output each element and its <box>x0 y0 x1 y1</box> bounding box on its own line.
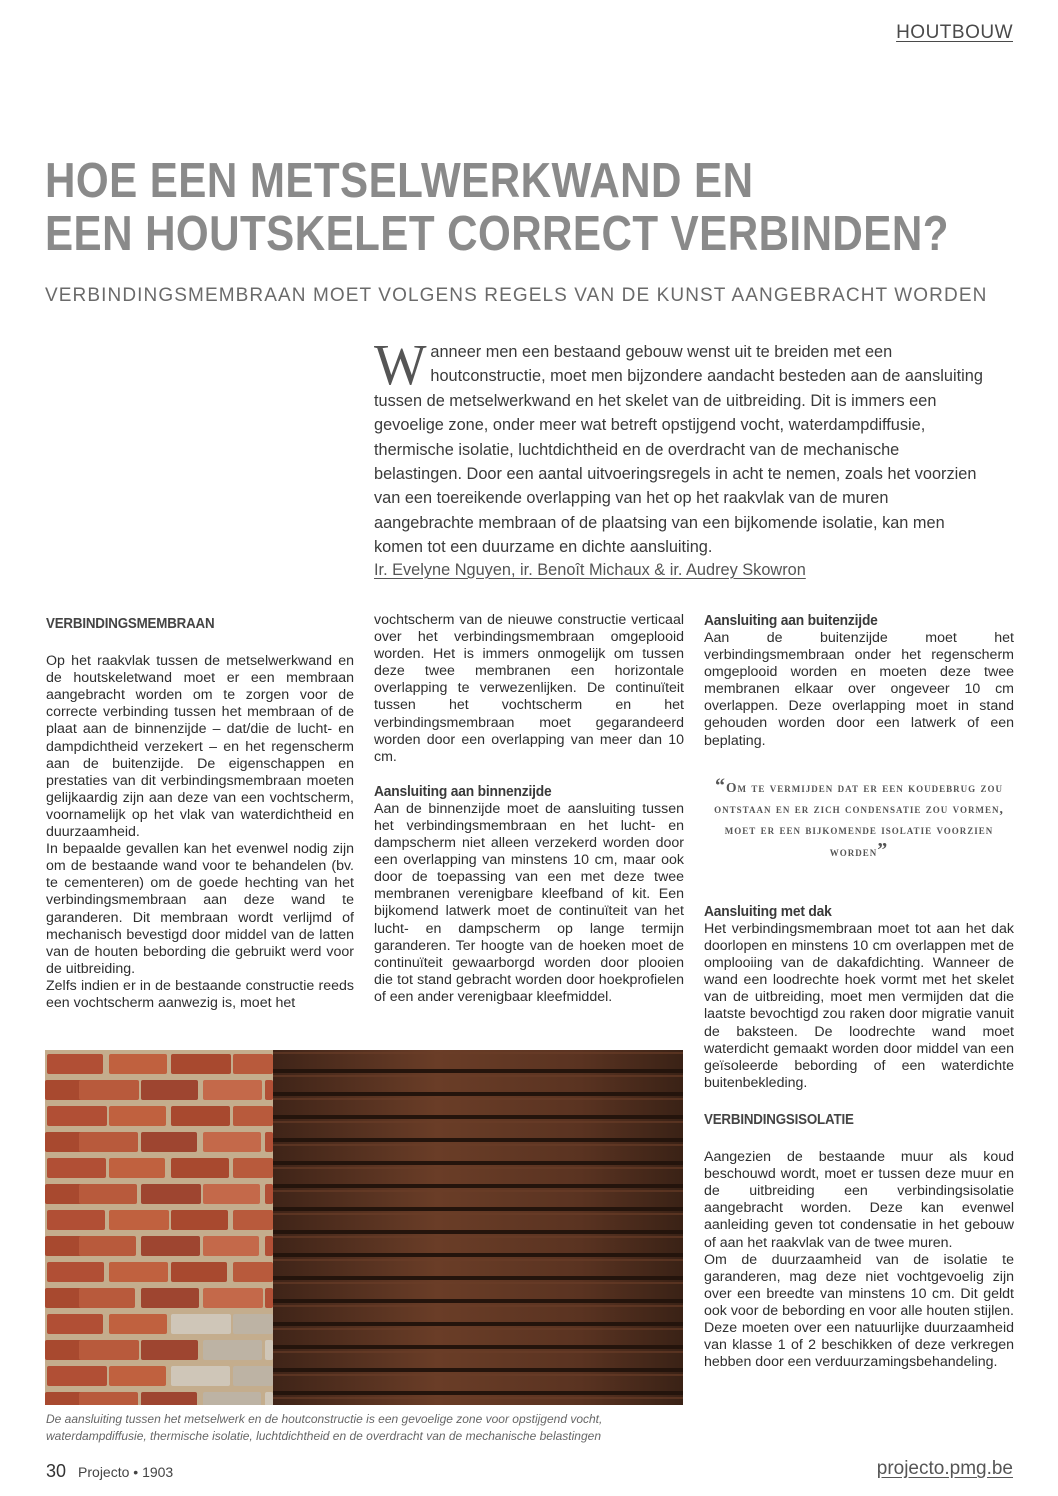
brick <box>171 1366 230 1386</box>
col3-paragraph-2: Het verbindingsmembraan moet tot aan het dak doorlopen en minstens 10 cm overlappen met de omplooiing van de dakafdichting. Wanneer de wand een loodrechte hoek vormt met het skelet van de uitbreiding, moet men vermijden dat die laatste bevochtigd zou raken door migratie vanuit de baksteen. De loodrechte wand moet waterdicht gemaakt worden door middel van een geïsoleerde bebording of een waterdichte buitenbekleding. <box>704 921 1014 1091</box>
brick <box>141 1184 201 1204</box>
brick <box>79 1184 137 1204</box>
brick <box>265 1392 273 1405</box>
board-highlight <box>273 1236 683 1238</box>
heading-buitenzijde: Aansluiting aan buitenzijde <box>704 612 878 629</box>
board-gap <box>273 1161 683 1165</box>
brick <box>109 1158 165 1178</box>
brick <box>171 1106 230 1126</box>
col2-paragraph-2: Aan de binnenzijde moet de aansluiting tussen het verbindingsmembraan en het lucht- en dampscherm niet alleen verzekerd worden door een overlapping van minstens 10 cm, maar ook door de toepassing van een met deze twee membranen verenigbare kleefband of kit. Een bijkomend latwerk moet de continuïteit van het lucht- en dampscherm op lange termijn garanderen. Ter hoogte van de hoeken moet de continuïteit gewaarborgd worden door plooien die tot stand gebracht worden door hoekprofielen of een ander verenigbaar kleefmiddel. <box>374 800 684 1005</box>
col1-paragraph-2: In bepaalde gevallen kan het evenwel nodig zijn om de bestaande wand voor te behandelen (bv. te cementeren) om de goede hechting van het verbindingsmembraan aan deze wand te garanderen. Dit membraan wordt verlijmd of mechanisch bevestigd door middel van de latten van de houten bebording die gebruikt werd voor de uitbreiding. <box>46 841 354 977</box>
board-gap <box>273 1391 683 1395</box>
title-line-2: EEN HOUTSKELET CORRECT VERBINDEN? <box>45 207 949 261</box>
col3-paragraph-3: Aangezien de bestaande muur als koud beschouwd wordt, moet er tussen deze muur en de uitbreiding een verbindingsisolatie aangebracht worden. Deze kan evenwel aanleiding geven tot condensatie in het gebouw of aan het raakvlak van de twee muren. <box>704 1149 1014 1251</box>
board-gap <box>273 1276 683 1280</box>
brick <box>109 1366 166 1386</box>
brick <box>79 1288 135 1308</box>
pull-quote <box>704 776 1014 862</box>
brick <box>47 1262 104 1282</box>
column-3 <box>704 612 1014 750</box>
brick <box>233 1158 273 1178</box>
board-highlight <box>273 1144 683 1146</box>
brick <box>79 1340 139 1360</box>
intro-text: anneer men een bestaand gebouw wenst uit te breiden met een houtconstructie, moet men bijzondere aandacht besteden aan de aansluiting tussen de metselwerkwand en het skelet van de uitbreiding. Dit is immers een gevoelige zone, onder meer wat betreft opstijgend vocht, waterdampdiffusie, thermische isolatie, luchtdichtheid en de overdracht van de mechanische belastingen. Door een aantal uitvoeringsregels in acht te nemen, zoals het voorzien van een toereikende overlapping van het op het raakvlak van de muren aangebrachte membraan of de plaatsing van een bijkomende isolatie, kan men komen tot een duurzame en dichte aansluiting. <box>374 342 983 557</box>
quote-open-mark: “ <box>715 775 726 797</box>
brick <box>203 1132 261 1152</box>
board-highlight <box>273 1351 683 1353</box>
heading-binnenzijde: Aansluiting aan binnenzijde <box>374 782 552 800</box>
brick <box>47 1158 106 1178</box>
col3-paragraph-1: Aan de buitenzijde moet het verbindingsmembraan onder het regenscherm omgeplooid worden en moeten deze twee membranen elkaar over ongeveer 10 cm overlappen. Deze overlapping moet in stand gehouden worden door een latwerk of een beplating. <box>704 630 1014 749</box>
brick <box>265 1132 273 1152</box>
title-line-1: HOE EEN METSELWERKWAND EN <box>45 154 754 208</box>
board-gap <box>273 1230 683 1234</box>
board-gap <box>273 1322 683 1326</box>
photo-caption: De aansluiting tussen het metselwerk en de houtconstructie is een gevoelige zone voor opstijgend vocht, waterdampdiffusie, thermische isolatie, luchtdichtheid en de overdracht van de mechanische belastingen <box>46 1412 603 1443</box>
column-2 <box>374 612 684 1006</box>
board-gap <box>273 1345 683 1349</box>
brick <box>203 1288 263 1308</box>
brick <box>265 1288 273 1308</box>
board-gap <box>273 1299 683 1303</box>
board-highlight <box>273 1328 683 1330</box>
brick <box>141 1236 200 1256</box>
board-highlight <box>273 1213 683 1215</box>
brick <box>233 1210 273 1230</box>
pull-quote-text: Om te vermijden dat er een koudebrug zou ontstaan en er zich condensatie zou vormen, moet er een bijkomende isolatie voorzien worden <box>714 780 1004 859</box>
board-highlight <box>273 1190 683 1192</box>
board-highlight <box>273 1282 683 1284</box>
brick <box>47 1054 103 1074</box>
magazine-issue: Projecto • 1903 <box>78 1464 174 1480</box>
board-highlight <box>273 1121 683 1123</box>
brick <box>203 1184 260 1204</box>
brick <box>79 1080 139 1100</box>
heading-verbindingsisolatie: VERBINDINGSISOLATIE <box>704 1111 854 1128</box>
board-gap <box>273 1138 683 1142</box>
website-link[interactable]: projecto.pmg.be <box>876 1458 1013 1479</box>
authors-line: Ir. Evelyne Nguyen, ir. Benoît Michaux & ir. Audrey Skowron <box>374 560 806 579</box>
brick <box>203 1080 262 1100</box>
quote-close-mark: ” <box>877 839 889 861</box>
brick <box>171 1054 231 1074</box>
brick <box>141 1340 198 1360</box>
col1-paragraph-1: Op het raakvlak tussen de metselwerkwand en de houtskeletwand moet er een membraan aangebracht worden om te zorgen voor de correcte verbinding tussen het membraan of de plaat aan de binnenzijde – dat/die de lucht- en dampdichtheid verzekert – en het regenscherm aan de buitenzijde. De eigenschappen en prestaties van dit verbindingsmembraan moeten gelijkaardig zijn aan deze van een vochtscherm, voornamelijk op het vlak van waterdichtheid en duurzaamheid. <box>46 653 354 841</box>
brick <box>47 1210 105 1230</box>
section-tag: HOUTBOUW <box>896 22 1013 43</box>
footer-left <box>46 1461 173 1482</box>
page-number: 30 <box>46 1461 67 1481</box>
brick <box>47 1314 103 1334</box>
brick <box>171 1314 231 1334</box>
brick <box>109 1106 166 1126</box>
brick <box>265 1080 273 1100</box>
board-gap <box>273 1253 683 1257</box>
brick <box>79 1132 138 1152</box>
col3-paragraph-4: Om de duurzaamheid van de isolatie te garanderen, mag deze niet vochtgevoelig zijn over een breedte van minstens 10 cm. Dit geldt ook voor de bebording en voor alle houten stijlen. Deze moeten over een natuurlijke duurzaamheid van klasse 1 of 2 beschikken of deze verkregen hebben door een verduurzamingsbehandeling. <box>704 1251 1014 1371</box>
brick <box>171 1262 227 1282</box>
column-1 <box>46 616 354 1012</box>
column-3-lower <box>704 903 1014 1371</box>
brick <box>79 1392 138 1405</box>
board-gap <box>273 1184 683 1188</box>
brick <box>171 1158 229 1178</box>
board-highlight <box>273 1374 683 1376</box>
board-highlight <box>273 1167 683 1169</box>
board-highlight <box>273 1052 683 1054</box>
brick <box>141 1132 197 1152</box>
article-subtitle: VERBINDINGSMEMBRAAN MOET VOLGENS REGELS VAN DE KUNST AANGEBRACHT WORDEN <box>45 285 988 306</box>
brick <box>141 1392 197 1405</box>
brick <box>203 1340 262 1360</box>
brick <box>109 1054 167 1074</box>
photo-illustration <box>45 1050 683 1405</box>
brick <box>233 1314 273 1334</box>
board-gap <box>273 1092 683 1096</box>
col1-paragraph-3: Zelfs indien er in de bestaande constructie reeds een vochtscherm aanwezig is, moet het <box>46 977 354 1011</box>
brick <box>109 1210 169 1230</box>
board-gap <box>273 1207 683 1211</box>
brick <box>47 1366 107 1386</box>
brick-wood-photo <box>45 1050 683 1405</box>
brick <box>109 1262 168 1282</box>
board-gap <box>273 1368 683 1372</box>
col2-paragraph-1: vochtscherm van de nieuwe constructie verticaal over het verbindingsmembraan omgeplooid worden. Het is immers onmogelijk om tussen deze twee membranen een horizontale overlapping te verwezenlijken. De continuïteit tussen het vochtscherm en het verbindingsmembraan moet gegarandeerd worden door een overlapping van meer dan 10 cm. <box>374 612 684 765</box>
brick <box>47 1106 107 1126</box>
brick <box>141 1080 198 1100</box>
board-highlight <box>273 1075 683 1077</box>
intro-paragraph <box>374 332 988 560</box>
board-gap <box>273 1069 683 1073</box>
heading-verbindingsmembraan: VERBINDINGSMEMBRAAN <box>46 616 215 632</box>
brick <box>265 1236 273 1256</box>
brick <box>141 1288 199 1308</box>
board-highlight <box>273 1259 683 1261</box>
brick <box>233 1106 273 1126</box>
heading-dak: Aansluiting met dak <box>704 903 832 920</box>
board-highlight <box>273 1098 683 1100</box>
brick <box>79 1236 136 1256</box>
brick <box>265 1184 273 1204</box>
brick <box>233 1262 273 1282</box>
brick <box>203 1236 259 1256</box>
board-gap <box>273 1115 683 1119</box>
brick <box>233 1366 273 1386</box>
drop-cap: W <box>374 332 427 397</box>
brick-wall <box>45 1054 273 1405</box>
article-title <box>45 154 949 261</box>
board-highlight <box>273 1397 683 1399</box>
brick <box>265 1340 273 1360</box>
board-highlight <box>273 1305 683 1307</box>
brick <box>109 1314 167 1334</box>
brick <box>203 1392 261 1405</box>
brick <box>171 1210 228 1230</box>
brick <box>233 1054 273 1074</box>
